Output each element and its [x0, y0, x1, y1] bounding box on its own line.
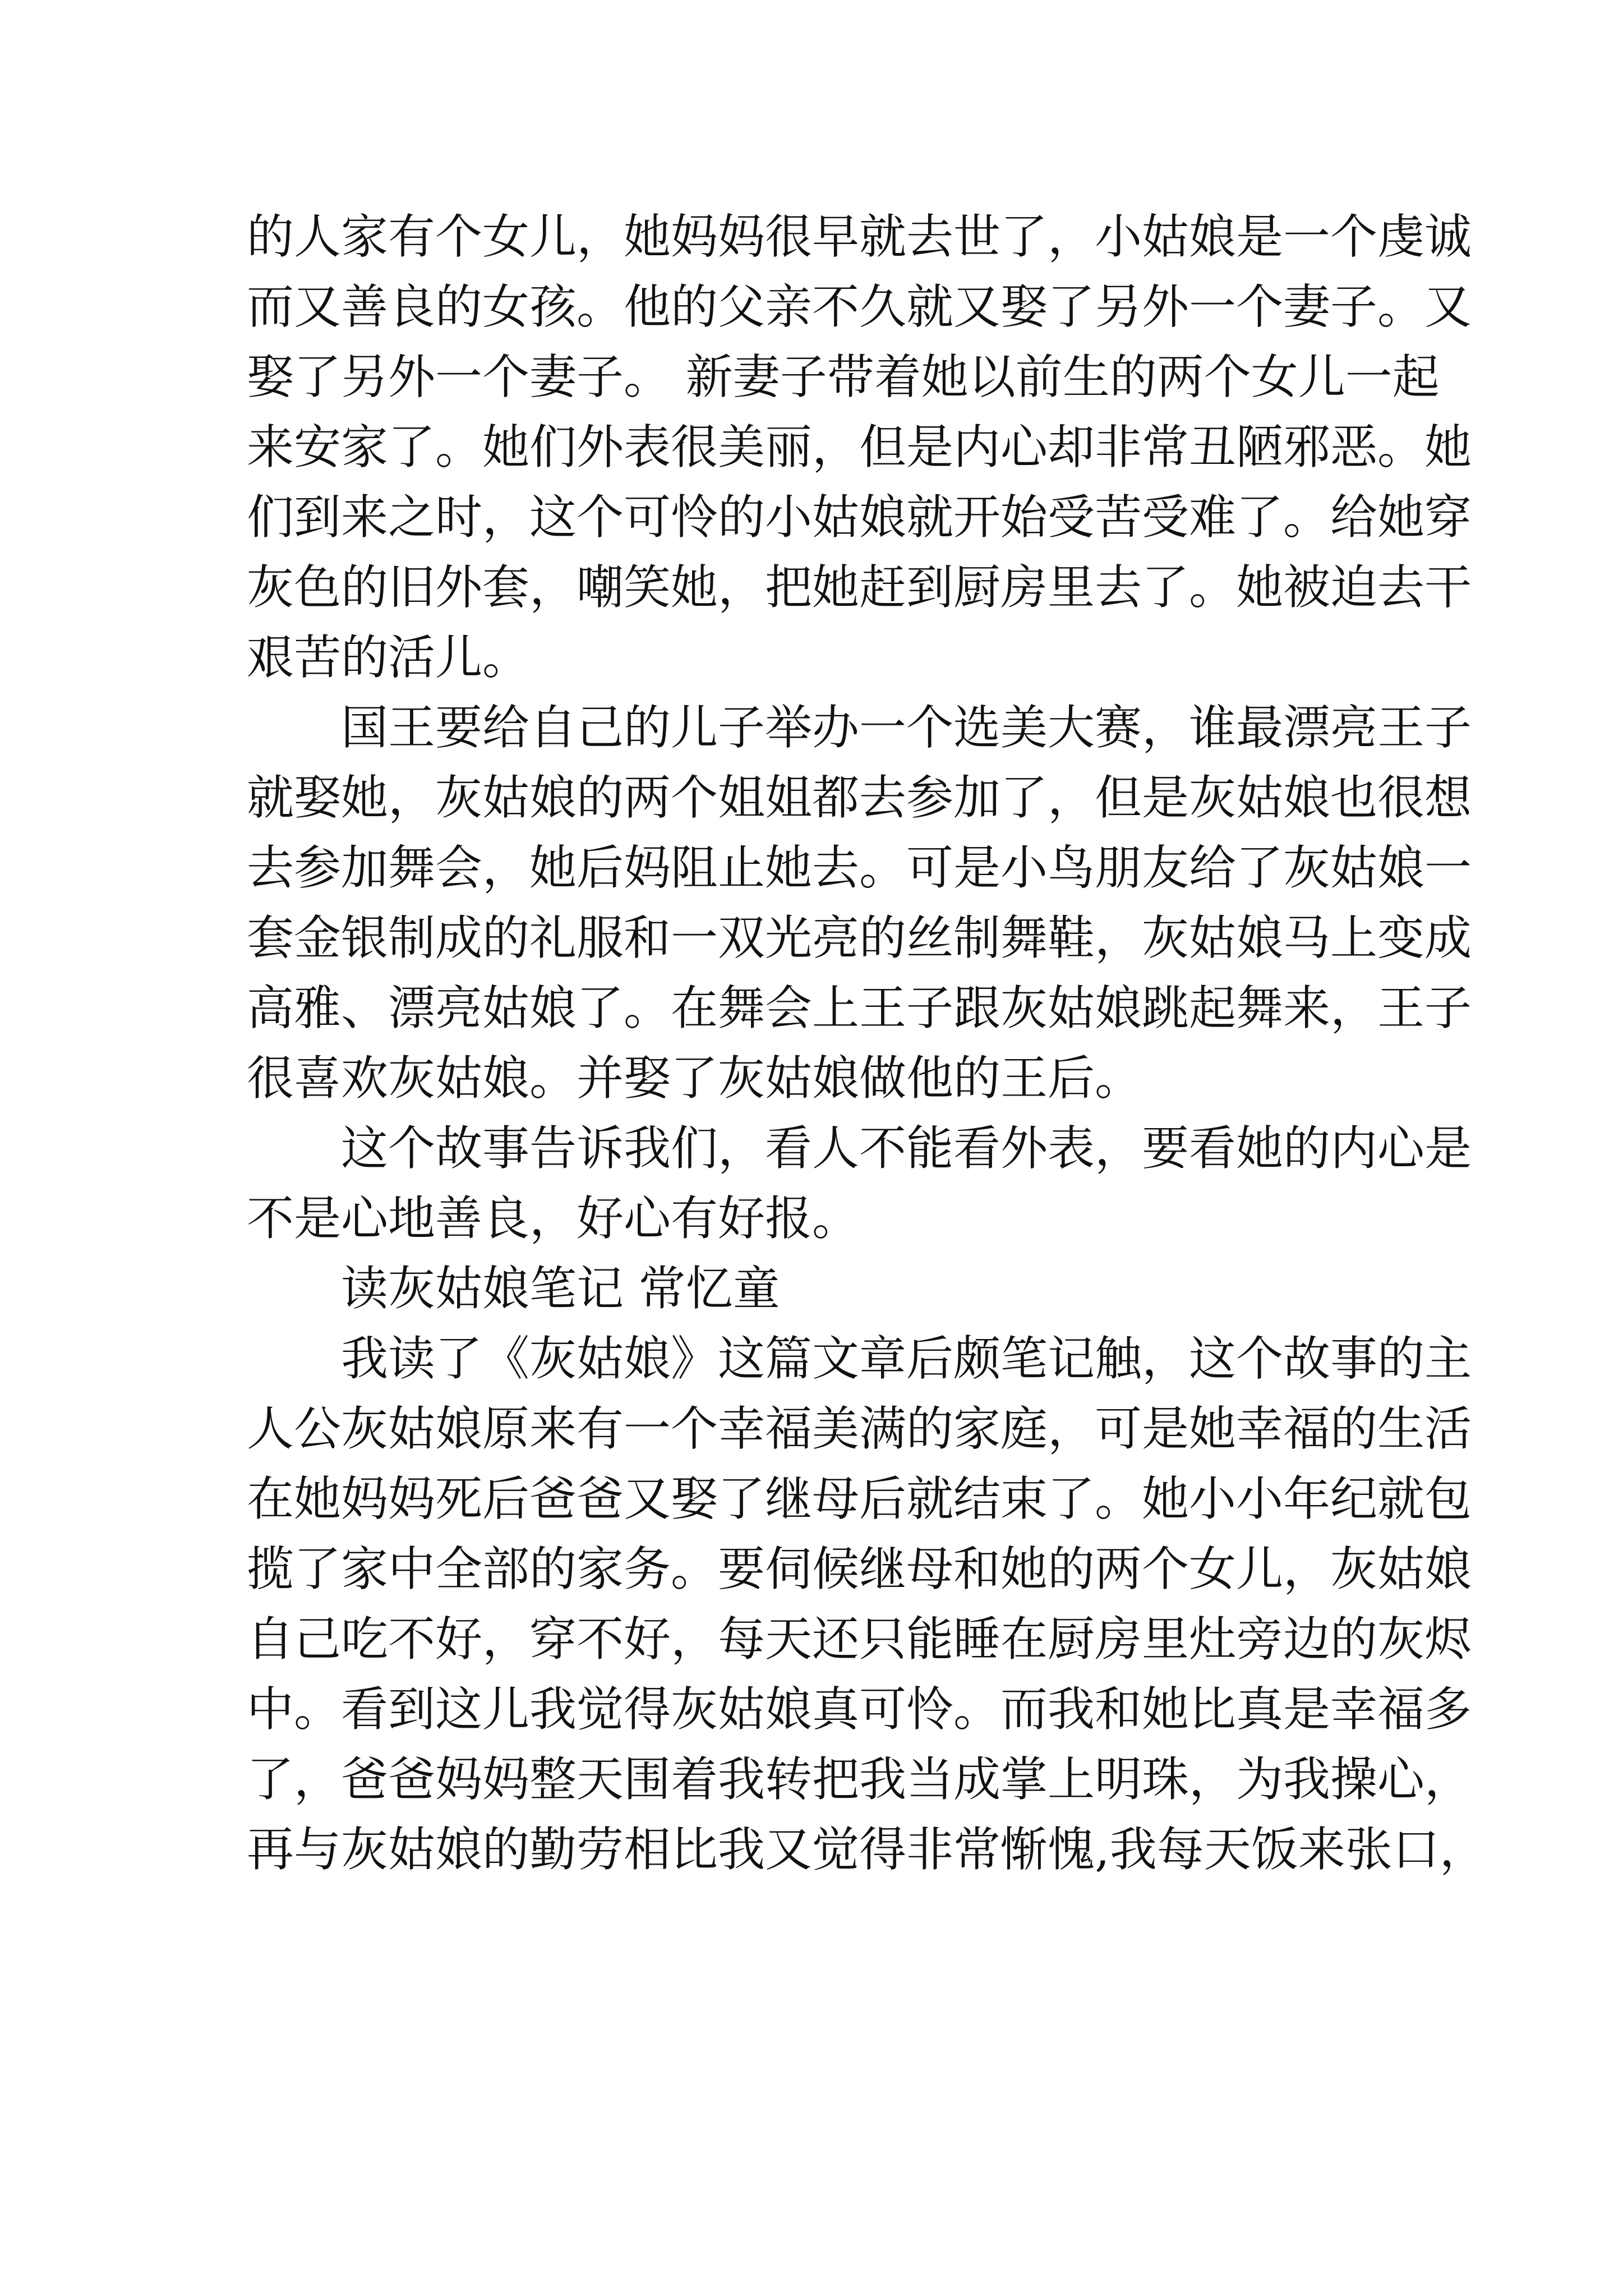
text-line: 我读了《灰姑娘》这篇文章后颇笔记触，这个故事的主 [341, 1331, 1472, 1386]
text-line: 人公灰姑娘原来有一个幸福美满的家庭，可是她幸福的生活 [247, 1401, 1472, 1456]
text-line: 而又善良的女孩。他的父亲不久就又娶了另外一个妻子。又 [247, 279, 1472, 334]
text-line: 们到来之时，这个可怜的小姑娘就开始受苦受难了。给她穿 [247, 490, 1472, 545]
text-line: 就娶她，灰姑娘的两个姐姐都去参加了，但是灰姑娘也很想 [247, 770, 1472, 825]
text-line: 国王要给自己的儿子举办一个选美大赛，谁最漂亮王子 [341, 700, 1472, 755]
text-line: 去参加舞会，她后妈阻止她去。可是小鸟朋友给了灰姑娘一 [247, 840, 1472, 895]
text-line: 这个故事告诉我们，看人不能看外表，要看她的内心是 [341, 1121, 1472, 1176]
text-line: 套金银制成的礼服和一双光亮的丝制舞鞋，灰姑娘马上变成 [247, 910, 1472, 965]
text-line: 在她妈妈死后爸爸又娶了继母后就结束了。她小小年纪就包 [247, 1471, 1472, 1526]
text-line: 自己吃不好，穿不好，每天还只能睡在厨房里灶旁边的灰烬 [247, 1612, 1472, 1667]
text-line: 来安家了。她们外表很美丽，但是内心却非常丑陋邪恶。她 [247, 420, 1472, 475]
text-line: 中。看到这儿我觉得灰姑娘真可怜。而我和她比真是幸福多 [247, 1682, 1472, 1737]
text-line: 的人家有个女儿，她妈妈很早就去世了，小姑娘是一个虔诚 [247, 209, 1472, 264]
text-line: 灰色的旧外套，嘲笑她，把她赶到厨房里去了。她被迫去干 [247, 560, 1472, 615]
section-heading: 读灰姑娘笔记 常忆童 [341, 1261, 780, 1316]
text-line: 再与灰姑娘的勤劳相比我又觉得非常惭愧,我每天饭来张口， [247, 1822, 1487, 1877]
text-line: 了，爸爸妈妈整天围着我转把我当成掌上明珠，为我操心， [247, 1752, 1472, 1807]
text-line: 揽了家中全部的家务。要伺候继母和她的两个女儿，灰姑娘 [247, 1542, 1472, 1596]
text-line: 高雅、漂亮姑娘了。在舞会上王子跟灰姑娘跳起舞来，王子 [247, 981, 1472, 1036]
text-line: 很喜欢灰姑娘。并娶了灰姑娘做他的王后。 [247, 1051, 1142, 1106]
text-line: 艰苦的活儿。 [247, 630, 530, 685]
text-line: 娶了另外一个妻子。 新妻子带着她以前生的两个女儿一起 [247, 349, 1440, 404]
text-line: 不是心地善良，好心有好报。 [247, 1191, 860, 1246]
